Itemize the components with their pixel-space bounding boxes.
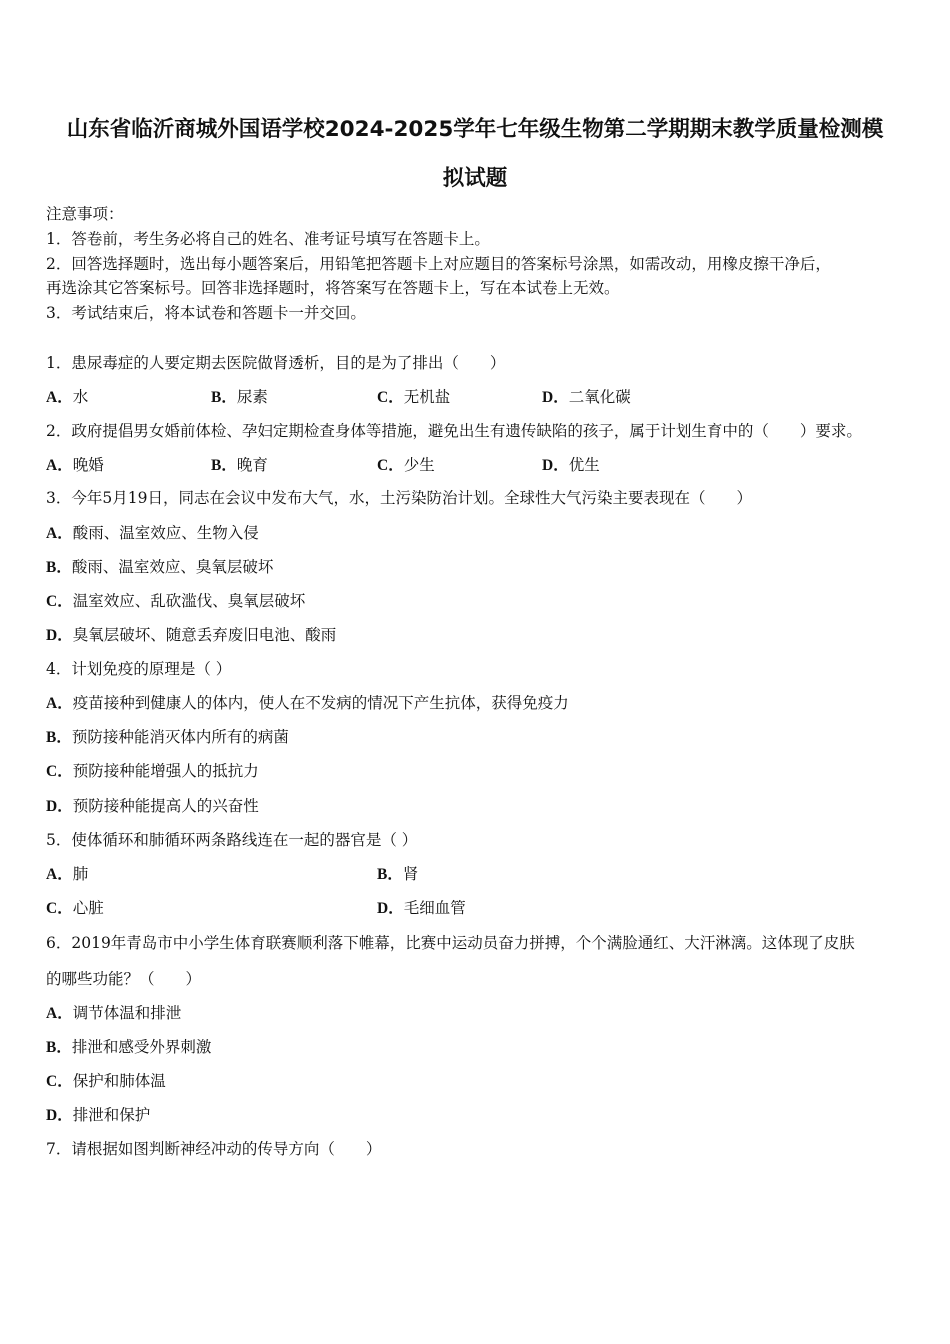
- question-stem-1: 1．患尿毒症的人要定期去医院做肾透析，目的是为了排出（ ）: [46, 354, 506, 372]
- option-1-d[interactable]: [542, 385, 631, 407]
- question-stem-3: 3．今年5月19日，同志在会议中发布大气，水，土污染防治计划。全球性大气污染主要表现在（ ）: [46, 489, 752, 507]
- option-text: 水: [72, 388, 89, 406]
- option-text: 酸雨、温室效应、臭氧层破坏: [71, 558, 274, 576]
- option-3-c[interactable]: [46, 589, 305, 611]
- option-text: 少生: [403, 456, 435, 474]
- option-2-c[interactable]: [377, 453, 435, 475]
- option-label: C．: [46, 593, 73, 610]
- option-label: B．: [46, 729, 72, 746]
- option-4-a[interactable]: [46, 691, 569, 713]
- option-text: 肾: [402, 865, 419, 883]
- option-text: 毛细血管: [403, 899, 466, 917]
- option-text: 温室效应、乱砍滥伐、臭氧层破坏: [72, 592, 306, 610]
- option-3-a[interactable]: [46, 521, 259, 543]
- option-label: C．: [46, 900, 73, 917]
- option-text: 优生: [568, 456, 600, 474]
- option-text: 酸雨、温室效应、生物入侵: [72, 524, 259, 542]
- option-text: 排泄和感受外界刺激: [71, 1038, 212, 1056]
- option-label: B．: [211, 389, 237, 406]
- option-label: D．: [377, 900, 404, 917]
- option-label: D．: [46, 798, 73, 815]
- option-label: A．: [46, 695, 73, 712]
- question-stem-5: 5．使体循环和肺循环两条路线连在一起的器官是（ ）: [46, 831, 418, 849]
- option-text: 预防接种能消灭体内所有的病菌: [71, 728, 289, 746]
- note-item: 再选涂其它答案标号。回答非选择题时，将答案写在答题卡上，写在本试卷上无效。: [46, 279, 620, 297]
- option-text: 疫苗接种到健康人的体内，使人在不发病的情况下产生抗体，获得免疫力: [72, 694, 569, 712]
- option-text: 预防接种能增强人的抵抗力: [72, 762, 259, 780]
- option-text: 保护和肺体温: [72, 1072, 166, 1090]
- exam-title-line-1: 山东省临沂商城外国语学校2024-2025学年七年级生物第二学期期末教学质量检测模: [66, 117, 884, 142]
- question-stem-7: 7．请根据如图判断神经冲动的传导方向（ ）: [46, 1140, 382, 1158]
- option-text: 无机盐: [403, 388, 451, 406]
- option-text: 臭氧层破坏、随意丢弃废旧电池、酸雨: [72, 626, 337, 644]
- option-text: 肺: [72, 865, 89, 883]
- option-3-d[interactable]: [46, 623, 336, 645]
- option-5-d[interactable]: [377, 896, 466, 918]
- option-label: C．: [46, 1073, 73, 1090]
- option-label: B．: [211, 457, 237, 474]
- option-label: D．: [542, 389, 569, 406]
- question-stem-2: 2．政府提倡男女婚前体检、孕妇定期检查身体等措施，避免出生有遗传缺陷的孩子，属于计划生育中的（ ）要求。: [46, 422, 862, 440]
- option-label: B．: [46, 1039, 72, 1056]
- option-label: A．: [46, 1005, 73, 1022]
- option-2-d[interactable]: [542, 453, 600, 475]
- option-6-b[interactable]: [46, 1035, 211, 1057]
- option-1-c[interactable]: [377, 385, 450, 407]
- note-item: 1．答卷前，考生务必将自己的姓名、准考证号填写在答题卡上。: [46, 230, 490, 248]
- option-5-b[interactable]: [377, 862, 418, 884]
- option-4-d[interactable]: [46, 794, 259, 816]
- option-label: D．: [46, 1107, 73, 1124]
- question-stem-6: 6．2019年青岛市中小学生体育联赛顺利落下帷幕，比赛中运动员奋力拼搏，个个满脸通红、大汗淋漓。这体现了皮肤: [46, 934, 855, 952]
- option-5-a[interactable]: [46, 862, 88, 884]
- question-stem-4: 4．计划免疫的原理是（ ）: [46, 660, 232, 678]
- option-label: D．: [46, 627, 73, 644]
- option-label: A．: [46, 525, 73, 542]
- option-text: 预防接种能提高人的兴奋性: [72, 797, 259, 815]
- option-label: C．: [377, 457, 404, 474]
- option-label: B．: [377, 866, 403, 883]
- option-label: C．: [46, 763, 73, 780]
- option-3-b[interactable]: [46, 555, 273, 577]
- option-text: 排泄和保护: [72, 1106, 151, 1124]
- option-1-b[interactable]: [211, 385, 268, 407]
- option-5-c[interactable]: [46, 896, 104, 918]
- option-text: 二氧化碳: [568, 388, 631, 406]
- option-label: C．: [377, 389, 404, 406]
- option-2-b[interactable]: [211, 453, 268, 475]
- note-item: 3．考试结束后，将本试卷和答题卡一并交回。: [46, 304, 366, 322]
- option-label: A．: [46, 866, 73, 883]
- option-text: 心脏: [72, 899, 104, 917]
- notes-heading: 注意事项：: [46, 205, 124, 223]
- option-label: D．: [542, 457, 569, 474]
- note-item: 2．回答选择题时，选出每小题答案后，用铅笔把答题卡上对应题目的答案标号涂黑，如需改动，用橡皮擦干净后，: [46, 255, 831, 273]
- option-6-d[interactable]: [46, 1103, 150, 1125]
- option-text: 晚育: [236, 456, 268, 474]
- exam-title-line-2: 拟试题: [442, 166, 508, 191]
- option-text: 调节体温和排泄: [72, 1004, 182, 1022]
- option-4-c[interactable]: [46, 759, 259, 781]
- option-label: A．: [46, 389, 73, 406]
- option-1-a[interactable]: [46, 385, 88, 407]
- question-stem-6-cont: 的哪些功能？（ ）: [46, 970, 202, 988]
- option-6-c[interactable]: [46, 1069, 166, 1091]
- option-6-a[interactable]: [46, 1001, 181, 1023]
- option-4-b[interactable]: [46, 725, 289, 747]
- option-text: 尿素: [236, 388, 268, 406]
- option-text: 晚婚: [72, 456, 104, 474]
- option-label: A．: [46, 457, 73, 474]
- option-2-a[interactable]: [46, 453, 104, 475]
- option-label: B．: [46, 559, 72, 576]
